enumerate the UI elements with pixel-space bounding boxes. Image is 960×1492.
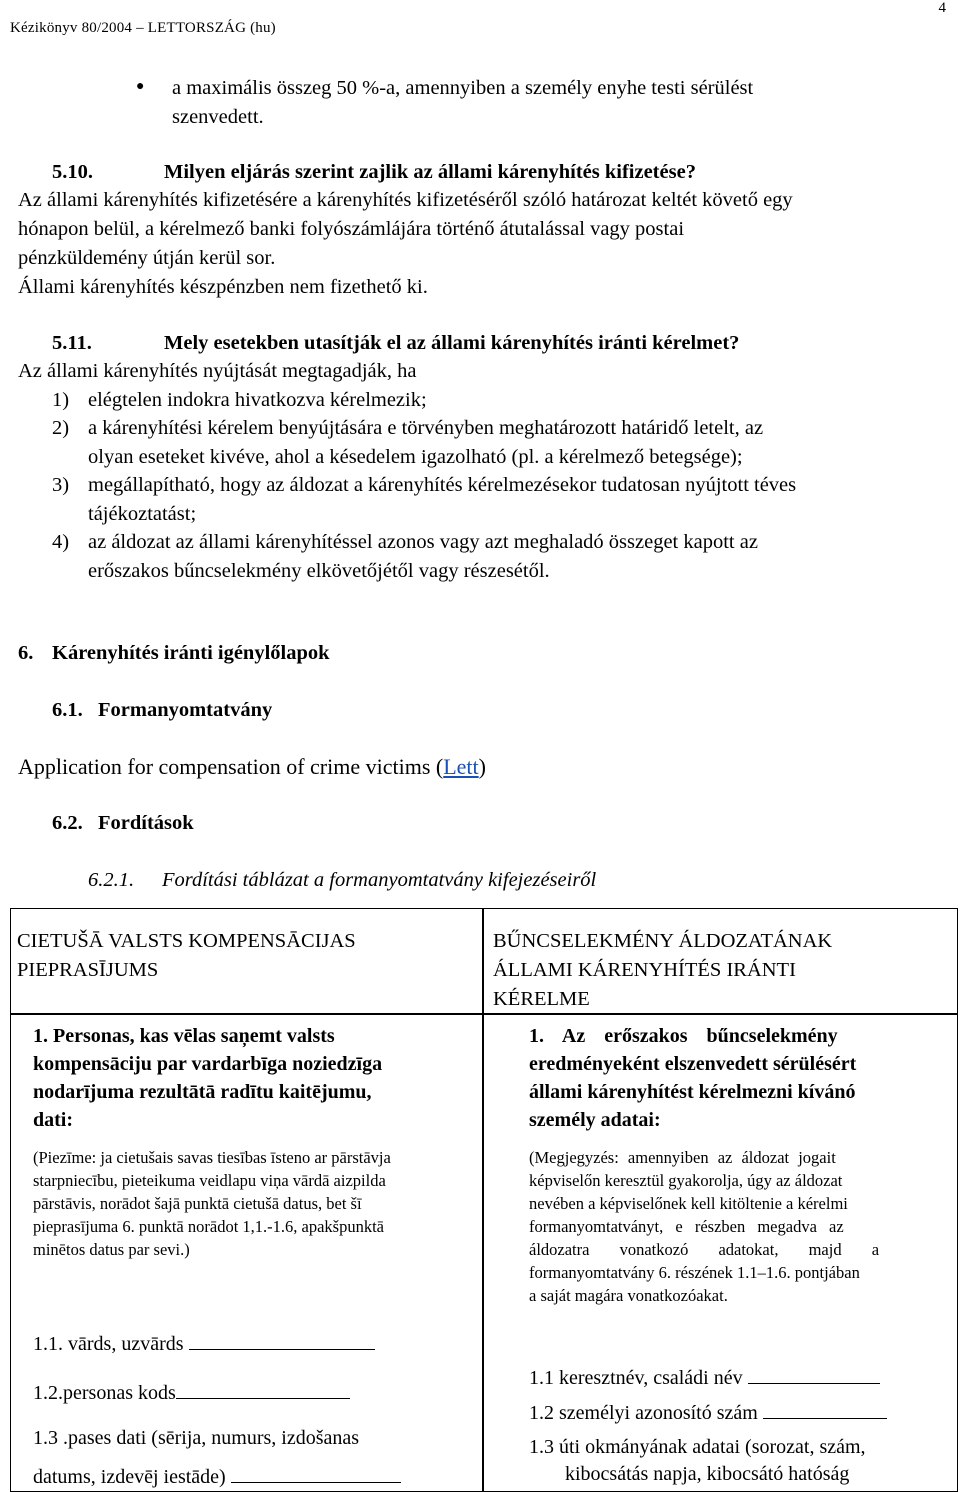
note-line: formanyomtatvány 6. részének 1.1–1.6. pontjában [529, 1263, 860, 1282]
note-line: a saját magára vonatkozóakat. [529, 1286, 728, 1305]
field-name-label: 1.1 keresztnév, családi név [529, 1367, 743, 1389]
title-line: állami kárenyhítést kérelmezni kívánó [529, 1081, 856, 1103]
section-6-2-title: Fordítások [98, 812, 194, 834]
title-line: 1. Personas, kas vēlas saņemt valsts [33, 1025, 335, 1047]
section-6-1-number: 6.1. [52, 699, 83, 721]
note-line: képviselőn keresztül gyakorolja, úgy az áldozat [529, 1171, 843, 1190]
section-6-2-1-number: 6.2.1. [88, 869, 135, 891]
document-header: Kézikönyv 80/2004 – LETTORSZÁG (hu) [10, 20, 276, 36]
section-6-2-1-title: Fordítási táblázat a formanyomtatvány kifejezéseiről [162, 869, 597, 891]
field-name-blank [189, 1329, 375, 1350]
field-id-label: 1.2 személyi azonosító szám [529, 1402, 758, 1424]
field-line [33, 1462, 401, 1487]
note-line: áldozatra vonatkozó adatokat, majd a [529, 1240, 880, 1259]
title-line: 1. Az erőszakos bűncselekmény [529, 1025, 838, 1047]
list-item-line: erőszakos bűncselekmény elkövetőjétől vagy részesétől. [88, 560, 550, 582]
field-passport-label: datums, izdevēj iestāde) [33, 1466, 226, 1488]
note-line: formanyomtatványt, e részben megadva az [529, 1217, 844, 1236]
bullet-icon: ● [136, 79, 145, 94]
header-line: BŰNCSELEKMÉNY ÁLDOZATÁNAK [493, 930, 833, 952]
header-line: ÁLLAMI KÁRENYHÍTÉS IRÁNTI [493, 959, 796, 981]
paragraph-line: pénzküldemény útján kerül sor. [18, 247, 276, 269]
section-6-title: Kárenyhítés iránti igénylőlapok [52, 642, 330, 664]
header-line: KÉRELME [493, 988, 590, 1010]
note-line: starpniecību, pieteikuma veidlapu viņa vārdā aizpilda [33, 1171, 386, 1190]
note-line: nevében a képviselőnek kell kitöltenie a kérelmi [529, 1194, 848, 1213]
list-item-line: elégtelen indokra hivatkozva kérelmezik; [88, 389, 427, 411]
section-5-10-title: Milyen eljárás szerint zajlik az állami kárenyhítés kifizetése? [164, 161, 696, 183]
table-body-right [482, 1013, 958, 1492]
field-line: kibocsátás napja, kibocsátó hatóság [565, 1463, 850, 1485]
table-header-left [10, 908, 484, 1015]
title-line: nodarījuma rezultātā radītu kaitējumu, [33, 1081, 372, 1103]
section-6-2-number: 6.2. [52, 812, 83, 834]
list-item-line: tájékoztatást; [88, 503, 197, 525]
list-item-line: megállapítható, hogy az áldozat a kárenyhítés kérelmezésekor tudatosan nyújtott téves [88, 474, 797, 496]
bullet-line: a maximális összeg 50 %-a, amennyiben a személy enyhe testi sérülést [172, 77, 754, 99]
note-line: (Megjegyzés: amennyiben az áldozat jogait [529, 1148, 836, 1167]
bullet-line: szenvedett. [172, 106, 264, 128]
field-line: 1.3 úti okmányának adatai (sorozat, szám, [529, 1436, 866, 1458]
section-6-1-title: Formanyomtatvány [98, 699, 273, 721]
section-5-10-number: 5.10. [52, 161, 93, 183]
section-5-11-title: Mely esetekben utasítják el az állami kárenyhítés iránti kérelmet? [164, 332, 740, 354]
list-item-line: az áldozat az állami kárenyhítéssel azonos vagy azt meghaladó összeget kapott az [88, 531, 758, 553]
field-passport-blank [231, 1462, 401, 1483]
field-name-label: 1.1. vārds, uzvārds [33, 1333, 184, 1355]
note-line: (Piezīme: ja cietušais savas tiesības īsteno ar pārstāvja [33, 1148, 391, 1167]
note-line: pārstāvis, norādot šajā punktā cietušā datus, bet šī [33, 1194, 362, 1213]
application-line [18, 756, 486, 778]
section-6-number: 6. [18, 642, 34, 664]
page-number: 4 [938, 0, 946, 16]
list-item-line: olyan eseteket kivéve, ahol a késedelem igazolható (pl. a kérelmező betegsége); [88, 446, 743, 468]
section-5-11-number: 5.11. [52, 332, 92, 354]
title-line: dati: [33, 1109, 73, 1131]
header-line: CIETUŠĀ VALSTS KOMPENSĀCIJAS [17, 930, 356, 952]
translation-table [10, 908, 958, 1492]
field-name-blank [748, 1363, 880, 1384]
field-personal-code-blank [176, 1378, 350, 1399]
field-line: 1.3 .pases dati (sērija, numurs, izdošanas [33, 1427, 360, 1449]
table-body-left [10, 1013, 484, 1492]
application-close-paren: ) [478, 754, 486, 779]
field-line [33, 1329, 375, 1354]
paragraph-line: Állami kárenyhítés készpénzben nem fizethető ki. [18, 276, 428, 298]
header-line: PIEPRASĪJUMS [17, 959, 159, 981]
lett-form-link[interactable]: Lett [443, 754, 479, 779]
list-item-number: 1) [52, 389, 70, 411]
application-text: Application for compensation of crime victims ( [18, 754, 444, 779]
list-item-number: 2) [52, 417, 70, 439]
list-item-line: a kárenyhítési kérelem benyújtására e törvényben meghatározott határidő letelt, az [88, 417, 764, 439]
note-line: minētos datus par sevi.) [33, 1240, 190, 1259]
paragraph-line: Az állami kárenyhítés kifizetésére a kárenyhítés kifizetéséről szóló határozat keltét követő egy [18, 189, 793, 211]
note-line: pieprasījuma 6. punktā norādot 1,1.-1.6, apakšpunktā [33, 1217, 385, 1236]
field-personal-code-label: 1.2.personas kods [33, 1382, 176, 1404]
field-line [529, 1398, 887, 1423]
list-item-number: 4) [52, 531, 70, 553]
field-line [529, 1363, 880, 1388]
paragraph-line: Az állami kárenyhítés nyújtását megtagadják, ha [18, 360, 417, 382]
title-line: személy adatai: [529, 1109, 661, 1131]
table-header-right [482, 908, 958, 1015]
field-line [33, 1378, 350, 1403]
list-item-number: 3) [52, 474, 70, 496]
field-id-blank [763, 1398, 887, 1419]
paragraph-line: hónapon belül, a kérelmező banki folyószámlájára történő átutalással vagy postai [18, 218, 685, 240]
title-line: kompensāciju par vardarbīga noziedzīga [33, 1053, 383, 1075]
title-line: eredményeként elszenvedett sérülésért [529, 1053, 857, 1075]
